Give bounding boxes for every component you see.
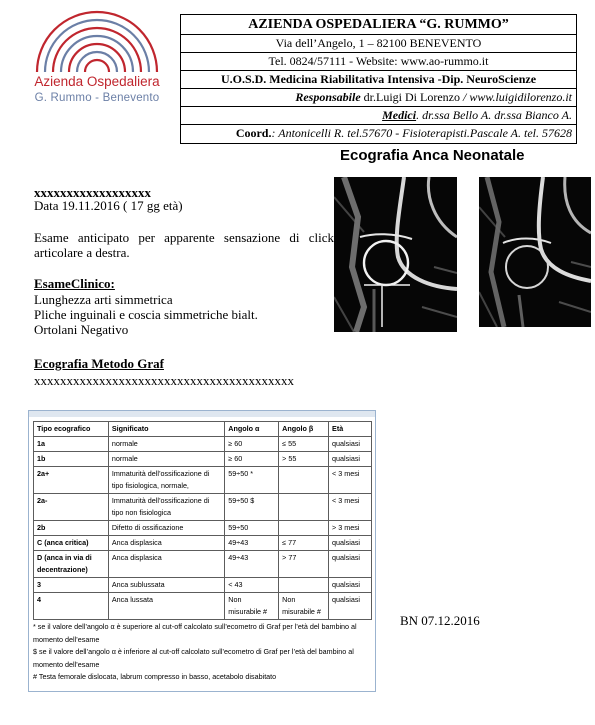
table-cell: Non misurabile # — [279, 593, 329, 620]
table-row — [34, 521, 372, 536]
ultrasound-image-right-hip — [334, 177, 457, 332]
exam-note: Esame anticipato per apparente sensazione di click articolare a destra. — [34, 230, 334, 260]
table-cell: Anca lussata — [108, 593, 224, 620]
table-cell: > 3 mesi — [329, 521, 372, 536]
table-cell: 2b — [34, 521, 109, 536]
table-cell: qualsiasi — [329, 593, 372, 620]
patient-name: xxxxxxxxxxxxxxxxxx — [34, 185, 151, 200]
table-cell: Difetto di ossificazione — [108, 521, 224, 536]
graf-table-footnotes — [33, 621, 373, 684]
graf-result-placeholder: xxxxxxxxxxxxxxxxxxxxxxxxxxxxxxxxxxxxxxxx — [34, 373, 294, 388]
table-cell: normale — [108, 437, 224, 452]
table-row — [34, 494, 372, 521]
table-cell: 1a — [34, 437, 109, 452]
column-header: Tipo ecografico — [34, 422, 109, 437]
clinical-finding: Lunghezza arti simmetrica — [34, 292, 173, 307]
footnote: # Testa femorale dislocata, labrum compresso in basso, acetabolo disabitato — [33, 672, 277, 681]
hospital-title: AZIENDA OSPEDALIERA “G. RUMMO” — [181, 15, 576, 35]
footnote: $ se il valore dell’angolo α è inferiore al cut-off calcolato sull’ecometro di Graf per l’età del bambino al momento dell’esame — [33, 647, 354, 669]
table-cell: qualsiasi — [329, 437, 372, 452]
table-cell: qualsiasi — [329, 536, 372, 551]
column-header: Angolo β — [279, 422, 329, 437]
table-cell: < 3 mesi — [329, 467, 372, 494]
table-cell: 49÷43 — [225, 551, 279, 578]
signal-arcs-icon — [30, 8, 164, 74]
table-cell: 59÷50 * — [225, 467, 279, 494]
medici-label: Medici — [382, 108, 417, 122]
table-cell: normale — [108, 452, 224, 467]
hospital-logo — [12, 8, 182, 108]
table-row — [34, 593, 372, 620]
table-cell: qualsiasi — [329, 578, 372, 593]
table-cell: ≥ 60 — [225, 437, 279, 452]
table-cell — [279, 578, 329, 593]
table-cell: qualsiasi — [329, 551, 372, 578]
table-cell: Anca sublussata — [108, 578, 224, 593]
document-title: Ecografia Anca Neonatale — [340, 147, 525, 164]
table-cell: ≤ 55 — [279, 437, 329, 452]
responsabile-line — [181, 89, 576, 107]
table-cell: > 77 — [279, 551, 329, 578]
department-line: U.O.S.D. Medicina Riabilitativa Intensiva -Dip. NeuroScienze — [181, 71, 576, 89]
responsabile-value: dr.Luigi Di Lorenzo — [363, 90, 460, 104]
table-cell: 2a- — [34, 494, 109, 521]
table-cell: Immaturità dell’ossificazione di tipo fisiologica, normale, — [108, 467, 224, 494]
table-cell: 59÷50 — [225, 521, 279, 536]
medici-line — [181, 107, 576, 125]
table-cell — [279, 521, 329, 536]
table-cell: 3 — [34, 578, 109, 593]
table-row — [34, 551, 372, 578]
clinical-finding: Ortolani Negativo — [34, 322, 129, 337]
table-cell: ≤ 77 — [279, 536, 329, 551]
table-cell: D (anca in via di decentrazione) — [34, 551, 109, 578]
table-row — [34, 536, 372, 551]
hospital-contacts: Tel. 0824/57111 - Website: www.ao-rummo.it — [181, 53, 576, 71]
table-row — [34, 452, 372, 467]
table-cell: Anca displasica — [108, 536, 224, 551]
medici-value: . dr.ssa Bello A. dr.ssa Bianco A. — [416, 108, 572, 122]
table-cell: 1b — [34, 452, 109, 467]
table-cell — [279, 494, 329, 521]
coord-value: : Antonicelli R. tel.57670 - Fisioterapisti.Pascale A. tel. 57628 — [271, 126, 572, 140]
hospital-address: Via dell’Angelo, 1 – 82100 BENEVENTO — [181, 35, 576, 53]
ultrasound-image-left-hip — [479, 177, 591, 327]
graf-method-heading: Ecografia Metodo Graf — [34, 356, 164, 371]
table-cell: C (anca critica) — [34, 536, 109, 551]
table-cell: > 55 — [279, 452, 329, 467]
table-cell: 59÷50 $ — [225, 494, 279, 521]
table-cell: 2a+ — [34, 467, 109, 494]
table-cell: ≥ 60 — [225, 452, 279, 467]
coord-line — [181, 125, 576, 143]
logo-name: Azienda Ospedaliera — [34, 74, 160, 89]
coord-label: Coord. — [235, 126, 272, 140]
clinical-findings — [34, 292, 258, 337]
table-cell: 4 — [34, 593, 109, 620]
column-header: Età — [329, 422, 372, 437]
table-header-row — [34, 422, 372, 437]
table-cell: qualsiasi — [329, 452, 372, 467]
table-cell: Anca displasica — [108, 551, 224, 578]
clinical-finding: Pliche inguinali e coscia simmetriche bialt. — [34, 307, 258, 322]
graf-classification-image — [28, 410, 376, 692]
column-header: Significato — [108, 422, 224, 437]
table-cell: 49÷43 — [225, 536, 279, 551]
table-cell: Non misurabile # — [225, 593, 279, 620]
logo-subtitle: G. Rummo - Benevento — [34, 92, 160, 104]
table-cell: < 43 — [225, 578, 279, 593]
responsabile-label: Responsabile — [295, 90, 361, 104]
table-cell: Immaturità dell’ossificazione di tipo non fisiologica — [108, 494, 224, 521]
table-row — [34, 437, 372, 452]
clinical-exam-heading: EsameClinico: — [34, 276, 115, 291]
exam-date: Data 19.11.2016 ( 17 gg età) — [34, 198, 183, 213]
letterhead-box — [180, 14, 577, 144]
responsabile-website: / www.luigidilorenzo.it — [462, 90, 572, 104]
table-cell — [279, 467, 329, 494]
table-row — [34, 578, 372, 593]
bn-date: BN 07.12.2016 — [400, 613, 480, 628]
graf-classification-table — [33, 421, 372, 620]
column-header: Angolo α — [225, 422, 279, 437]
table-row — [34, 467, 372, 494]
table-cell: < 3 mesi — [329, 494, 372, 521]
footnote: * se il valore dell’angolo α è superiore al cut-off calcolato sull’ecometro di Graf per l’età del bambino al momento dell’esame — [33, 622, 357, 644]
